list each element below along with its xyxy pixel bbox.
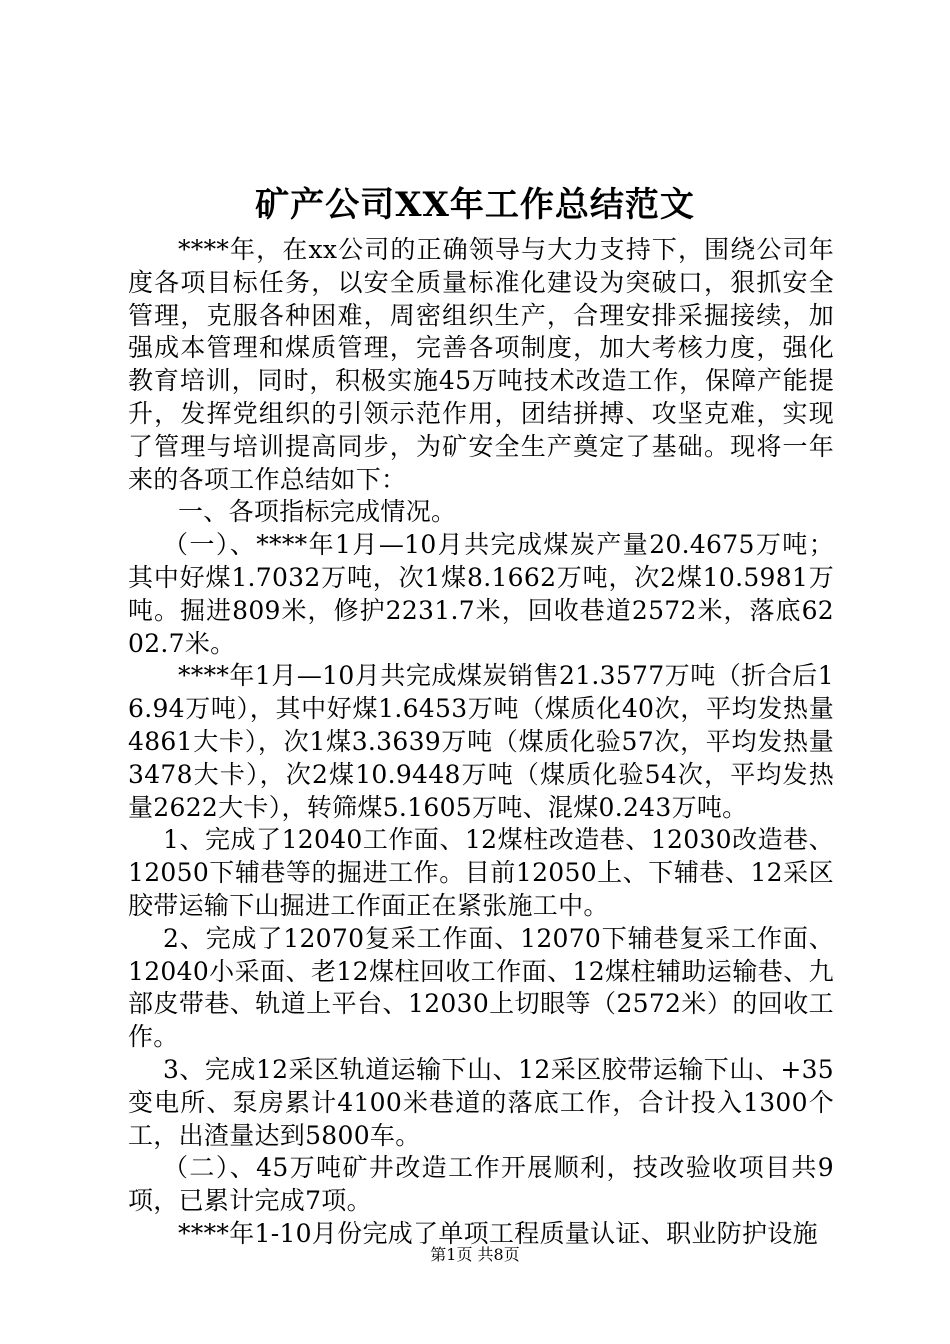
certification-paragraph: ****年1-10月份完成了单项工程质量认证、职业防护设施 [178,1218,818,1248]
document-body [128,234,834,1251]
section-heading: 一、各项指标完成情况。 [178,497,457,527]
item-3-paragraph: 3、完成12采区轨道运输下山、12采区胶带运输下山、+35变电所、泵房累计4100米巷道的落底工作，合计投入1300个工，出渣量达到5800车。 [128,1054,834,1150]
document-title: 矿产公司XX年工作总结范文 [255,185,695,225]
production-paragraph: （一）、****年1月—10月共完成煤炭产量20.4675万吨；其中好煤1.7032万吨，次1煤8.1662万吨，次2煤10.5981万吨。掘进809米，修护2231.7米，回收巷道2572米，落底6202.7米。 [128,530,834,658]
sales-paragraph: ****年1月—10月共完成煤炭销售21.3577万吨（折合后16.94万吨），其中好煤1.6453万吨（煤质化40次，平均发热量4861大卡），次1煤3.3639万吨（煤质化验57次，平均发热量3478大卡），次2煤10.9448万吨（煤质化验54次，平均发热量2622大卡），转筛煤5.1605万吨、混煤0.243万吨。 [128,661,834,822]
renovation-paragraph: （二）、45万吨矿井改造工作开展顺利，技改验收项目共9项，已累计完成7项。 [128,1153,834,1216]
page-footer: 第1页 共8页 [430,1245,520,1264]
item-2-paragraph: 2、完成了12070复采工作面、12070下辅巷复采工作面、12040小采面、老12煤柱回收工作面、12煤柱辅助运输巷、九部皮带巷、轨道上平台、12030上切眼等（2572米）的回收工作。 [128,923,834,1052]
item-1-paragraph: 1、完成了12040工作面、12煤柱改造巷、12030改造巷、12050下辅巷等的掘进工作。目前12050上、下辅巷、12采区胶带运输下山掘进工作面正在紧张施工中。 [128,825,834,920]
intro-paragraph: ****年，在xx公司的正确领导与大力支持下，围绕公司年度各项目标任务，以安全质量标准化建设为突破口，狠抓安全管理，克服各种困难，周密组织生产，合理安排采掘接续，加强成本管理和煤质管理，完善各项制度，加大考核力度，强化教育培训，同时，积极实施45万吨技术改造工作，保障产能提升，发挥党组织的引领示范作用，团结拼搏、攻坚克难，实现了管理与培训提高同步，为矿安全生产奠定了基础。现将一年来的各项工作总结如下： [128,235,834,494]
